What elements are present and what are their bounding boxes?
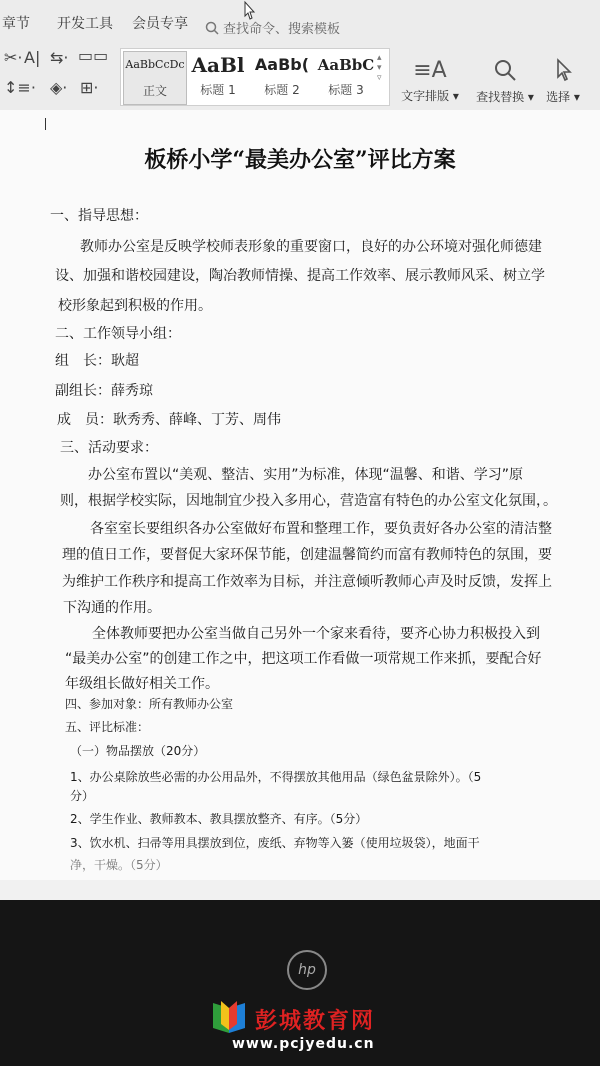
doc-line: 3、饮水机、扫帚等用具摆放到位，废纸、弃物等入篓（使用垃圾袋），地面干 bbox=[70, 836, 480, 850]
doc-line: 成 员：耿秀秀、薛峰、丁芳、周伟 bbox=[57, 412, 281, 428]
doc-line: 教师办公室是反映学校师表形象的重要窗口，良好的办公环境对强化师德建 bbox=[80, 239, 542, 255]
style-normal-preview: AaBbCcDc bbox=[125, 58, 185, 71]
command-search-placeholder: 查找命令、搜索模板 bbox=[223, 22, 341, 37]
text-layout-button[interactable]: ≡A 文字排版 ▾ bbox=[395, 58, 465, 104]
menu-member[interactable]: 会员专享 bbox=[132, 16, 188, 32]
paragraph-spacing-icon[interactable]: ↕≡· bbox=[4, 78, 36, 97]
menu-bar bbox=[0, 0, 600, 40]
doc-line: 为维护工作秩序和提高工作效率为目标，并注意倾听教师心声及时反馈，发挥上 bbox=[62, 574, 552, 590]
doc-line: 分） bbox=[70, 789, 95, 803]
doc-line: 净，干燥。（5分） bbox=[70, 858, 168, 872]
style-normal[interactable] bbox=[123, 51, 187, 105]
text-layout-label: 文字排版 bbox=[401, 89, 450, 103]
select-label: 选择 bbox=[546, 90, 571, 104]
style-normal-label: 正文 bbox=[142, 84, 167, 98]
style-heading-3-preview: AaBbC bbox=[317, 56, 375, 74]
text-layout-icon: ≡A bbox=[413, 58, 447, 83]
style-heading-2-preview: AaBb( bbox=[254, 55, 310, 74]
doc-line: “最美办公室”的创建工作之中，把这项工作看做一项常规工作来抓，要配合好 bbox=[65, 651, 542, 667]
doc-line: 1、办公桌除放些必需的办公用品外，不得摆放其他用品（绿色盆景除外）。（5 bbox=[70, 770, 482, 784]
find-replace-label: 查找替换 bbox=[476, 90, 525, 104]
doc-line: 全体教师要把办公室当做自己另外一个家来看待，要齐心协力积极投入到 bbox=[92, 626, 540, 642]
doc-line: 设、加强和谐校园建设，陶冶教师情操、提高工作效率、展示教师风采、树立学 bbox=[55, 268, 545, 284]
book-logo-icon bbox=[210, 1000, 248, 1034]
scissors-icon[interactable]: ✂· bbox=[4, 48, 23, 67]
style-heading-2-label: 标题 2 bbox=[264, 83, 300, 97]
doc-line: 则，根据学校实际，因地制宜少投入多用心，营造富有特色的办公室文化氛围，。 bbox=[60, 493, 557, 509]
style-heading-1-label: 标题 1 bbox=[200, 83, 236, 97]
search-icon bbox=[205, 21, 219, 35]
doc-line: 副组长：薛秀琼 bbox=[55, 383, 153, 399]
style-heading-2[interactable] bbox=[251, 51, 313, 103]
document-title: 板桥小学“最美办公室”评比方案 bbox=[144, 147, 456, 173]
command-search[interactable] bbox=[205, 18, 340, 37]
borders-icon[interactable]: ⊞· bbox=[80, 78, 99, 97]
menu-chapter[interactable]: 章节 bbox=[2, 16, 30, 32]
menu-dev-tools[interactable]: 开发工具 bbox=[57, 16, 113, 32]
doc-line: 办公室布置以“美观、整洁、实用”为标准，体现“温馨、和谐、学习”原 bbox=[88, 467, 524, 483]
find-replace-button[interactable]: 查找替换 ▾ bbox=[470, 58, 540, 105]
mouse-cursor-icon bbox=[240, 0, 258, 24]
indent-icon[interactable]: ▭▭ bbox=[78, 46, 109, 65]
doc-line: 2、学生作业、教师教本、教具摆放整齐、有序。（5分） bbox=[70, 812, 368, 826]
doc-line: 一、指导思想： bbox=[50, 208, 148, 224]
pointer-icon bbox=[528, 58, 598, 88]
hp-logo: hp bbox=[287, 950, 327, 990]
watermark-brand: 彭城教育网 bbox=[255, 1009, 376, 1034]
line-spacing-icon[interactable]: ⇆· bbox=[50, 48, 69, 67]
doc-line: 各室室长要组织各办公室做好布置和整理工作，要负责好各办公室的清洁整 bbox=[90, 521, 552, 537]
font-size-increase-icon[interactable]: A| bbox=[24, 48, 41, 67]
doc-line: 理的值日工作，要督促大家环保节能，创建温馨简约而富有教师特色的氛围，要 bbox=[62, 547, 552, 563]
doc-line: （一）物品摆放（20分） bbox=[70, 744, 206, 758]
doc-line: 年级组长做好相关工作。 bbox=[65, 676, 219, 692]
style-heading-1-preview: AaBl bbox=[191, 53, 245, 77]
gallery-scroll-icon[interactable]: ▴ ▾ ▿ bbox=[377, 53, 382, 83]
doc-line: 三、活动要求： bbox=[60, 440, 158, 456]
fill-color-icon[interactable]: ◈· bbox=[50, 78, 68, 97]
doc-line: 五、评比标准： bbox=[65, 720, 150, 734]
doc-line: 二、工作领导小组： bbox=[55, 326, 181, 342]
text-cursor bbox=[45, 118, 46, 130]
doc-line: 四、参加对象：所有教师办公室 bbox=[65, 697, 234, 711]
style-heading-1[interactable] bbox=[187, 51, 249, 103]
style-heading-3[interactable] bbox=[315, 51, 377, 103]
watermark-url: www.pcjyedu.cn bbox=[232, 1036, 375, 1052]
style-heading-3-label: 标题 3 bbox=[328, 83, 364, 97]
doc-line: 下沟通的作用。 bbox=[63, 600, 161, 616]
doc-line: 校形象起到积极的作用。 bbox=[58, 298, 212, 314]
styles-gallery bbox=[120, 48, 390, 106]
doc-line: 组 长：耿超 bbox=[55, 353, 139, 369]
select-button[interactable]: 选择 ▾ bbox=[528, 58, 598, 105]
